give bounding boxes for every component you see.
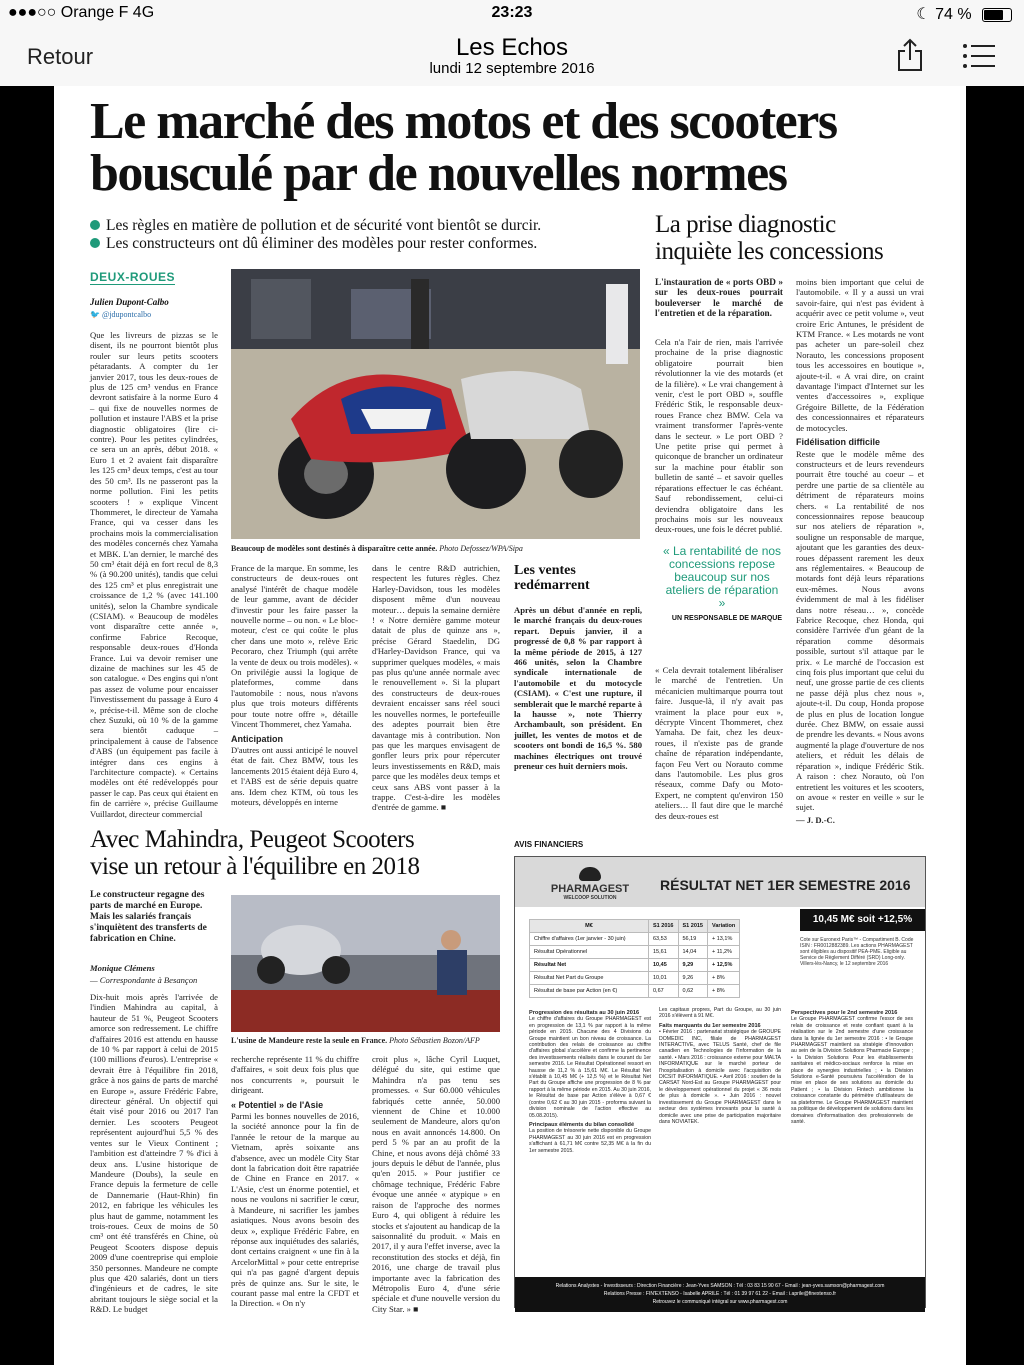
second-lede: [90, 890, 220, 955]
summary-bullet: [90, 235, 630, 253]
byline: Julien Dupont-Calbo: [90, 297, 169, 307]
twitter-handle[interactable]: [90, 310, 151, 319]
side-column-1b: [655, 665, 783, 821]
bullet-dot-icon: [90, 238, 100, 248]
table-cell: 56,19: [678, 933, 708, 946]
table-cell: 10,45: [649, 959, 679, 972]
notice-subtitle: Principaux éléments du bilan consolidé: [529, 1121, 635, 1128]
battery-percent: 74 %: [935, 6, 972, 23]
footer-contact: Relations Presse : FIN'EXTENSO - Isabelle APRILE : Tél : 01 39 97 61 22 - Email : i.aprile@finextenso.fr: [603, 1291, 837, 1297]
photo-caption-2: [231, 1036, 480, 1045]
table-cell: Résultat Net Part du Groupe: [530, 972, 649, 985]
notice-text: • Février 2016 : partenariat stratégique de GROUPE DOMEDIC INC, filiale de PHARMAGEST INTERACTIVE, avec TELUS Santé, chef de file canadien en Technologies de l'Information de la santé. • Mars 2016 : croissance externe pour MALTA INFORMATIQUE sur le marché porteur de l'hospitalisation à domicile avec l'acquisition de DICSIT INFORMATIQUE. • Avril 2016 : soutien de la CARSAT Nord-Est au Groupe PHARMAGEST pour le développement opérationnel du projet « 36 mois de plus à domicile ». • Juin 2016 : nouvel investissement du Groupe PHARMAGEST dans le secteur des systèmes innovants pour la santé à domicile avec une prise de participation majoritaire dans NOVIATEK.: [659, 1029, 781, 1125]
column-text: Cela n'a l'air de rien, mais l'arrivée prochaine de la prise diagnostic obligatoire pourrait bien révolutionner la vie des motards (et de la filière). « Le vrai changement à venir, c'est le port OBD », souffle Frédéric Stik, le responsable deux-roues France chez BMW. Cela va vraiment transformer l'après-vente dans le secteur. » Le port OBD ? Une petite prise qui permet à quiconque de brancher un ordinateur sur la machine pour établir son bulletin de santé – et savoir quelles réparations effectuer le cas échéant. Sauf rebondissement, celui-ci deviendra obligatoire dans les prochains mois sur les nouveaux deux-roues, une fois le décret publié.: [655, 337, 783, 535]
notice-column-2: [659, 1007, 781, 1275]
battery-icon: [982, 8, 1012, 22]
second-headline-line-2: vise un retour à l'équilibre en 2018: [90, 853, 420, 880]
article-column-1: [90, 330, 218, 819]
signature: — J. D.-C.: [796, 814, 835, 825]
notice-subtitle: Perspectives pour le 2nd semestre 2016: [791, 1010, 898, 1016]
notice-text: Les capitaux propres, Part du Groupe, au 30 juin 2016 s'élèvent à 91 M€.: [659, 1007, 781, 1020]
second-headline: [90, 826, 510, 880]
table-cell: + 13,1%: [708, 933, 740, 946]
table-cell: + 11,2%: [708, 946, 740, 959]
table-cell: Résultat Net: [530, 959, 649, 972]
author-role: — Correspondante à Besançon: [90, 975, 198, 986]
boxout-text: [514, 605, 642, 810]
summary-text: Les règles en matière de pollution et de sécurité vont bientôt se durcir.: [106, 217, 542, 234]
table-header-row: [530, 920, 740, 933]
brand-name: PHARMAGEST: [550, 883, 630, 895]
side-headline: [655, 211, 935, 265]
column-header: Variation: [708, 920, 740, 933]
notice-subtitle: Faits marquants du 1er semestre 2016: [659, 1022, 761, 1029]
factory-photo: [231, 895, 500, 1032]
notice-text: La position de trésorerie nette disponible du Groupe PHARMAGEST au 30 juin 2016 est en progression s'affichant à 61,71 M€ contre 52,35 M€ à la fin du 1er semestre 2015.: [529, 1128, 651, 1154]
table-cell: + 12,5%: [708, 959, 740, 972]
status-time: 23:23: [491, 4, 533, 21]
motorcycle-showroom-photo: [231, 269, 640, 539]
results-table: [529, 919, 740, 998]
battery-fill: [984, 10, 1003, 20]
battery-indicator: [916, 4, 1012, 24]
list-icon[interactable]: [962, 42, 996, 70]
twitter-handle-text: @jdupontcalbo: [101, 310, 152, 319]
column-text: Dix-huit mois après l'arrivée de l'indien Mahindra au capital, à hauteur de 51 %, Peugeot Scooters amorce son redressement. Le chiffre d'affaires 2016 est attendu en hausse de 10 % par rapport à celui de 2015 (100 millions d'euros). L'entreprise « devrait être à l'équilibre fin 2018, grâce à nos gains de parts de marché en Europe », assure Frédéric Fabre, directeur général. Un objectif qui était visé pour 2016 ou 2017 l'an dernier. Les scooters Peugeot représentent aujourd'hui 5,5 % des ventes sur le Vieux Continent ; l'ambition est d'atteindre 7 % d'ici à deux ans. L'usine historique de Mandeure (Doubs), la seule en France depuis la fermeture de celle de Dannemarie (Haut-Rhin) fin 2012, en fabrique les véhicules les plus haut de gamme, notamment les trois-roues. Ceux de moins de 50 cm³ ont été transférés en Chine, où Peugeot Scooters dispose depuis 2009 d'une coentreprise qui emploie 350 personnes. Mandeure ne compte plus que 420 salariés, dont un tiers d'ingénieurs et de cadres, le site abritant toujours le siège social et la R&D. Le budget: [90, 992, 218, 1315]
second-headline-line-1: Avec Mahindra, Peugeot Scooters: [90, 826, 415, 853]
table-cell: 0,62: [678, 985, 708, 998]
section-rubric: DEUX-ROUES: [90, 270, 176, 284]
photo-credit: Photo Defossez/WPA/Sipa: [439, 544, 523, 553]
summary-bullet: [90, 217, 630, 235]
status-bar: [0, 0, 1024, 28]
share-icon[interactable]: [896, 38, 924, 72]
second-column-3: [372, 1054, 500, 1314]
column-text: Reste que le modèle même des constructeurs et de leurs revendeurs pourrait être touché au coeur – et perdre une partie de sa clientèle au détriment de réparateurs moins chers. « La rentabilité de nos concessionnaires repose beaucoup sur nos ateliers de réparation », souligne un responsable de marque, ajoutant que les garanties des deux-roues dépassent rarement les deux ans réglementaires. « Beaucoup de motards font déjà leurs réparations eux-mêmes. Nous avons évidemment de mal à les fidéliser dans notre réseau… », concède Fabrice Recoque, chez Honda, qui considère l'arrivée d'un géant de la réparation comme désormais possible, surtout s'il attaque par le prix. « Le marché de l'occasion est cinq fois plus important que celui du neuf, une grosse partie de ces clients ne passe déjà plus chez nous », ajoute-t-il. Du coup, Honda propose de plus en plus de location longue durée. Chez BMW, on essaie aussi de prendre les devants. « Nous avons augmenté la plage d'ouverture de nos ateliers, et réduit les délais de réparation », indique Frédéric Stik. A raison : chez Norauto, où l'on entretient les voitures et les scooters, on avoue « rester en veille » sur le sujet.: [796, 448, 924, 813]
notice-text: Le Groupe PHARMAGEST confirme l'essor de ses relais de croissance et reste confiant quant à la réalisation sur le 2nd semestre d'une croissance dans la lignée du 1er semestre 2016 : • le Groupe PHARMAGEST maintient sa stratégie d'innovation au sein de la Division Solutions Pharmacie Europe ; • la Division Solutions Pour les établissements sanitaires et médico-sociaux renforce la mise en place de synergies industrielles ; • la Division Solutions e-Santé poursuivra l'accélération de la mise en place de ses solutions au domicile du Patient ; • la Division Fintech ambitionne la croissance constante du périmètre d'utilisateurs de sa plateforme. Le Groupe PHARMAGEST maintient sa politique de développement de solutions dans les domaines d'informatisation des professionnels de santé.: [791, 1016, 913, 1125]
second-column-1: [90, 992, 218, 1315]
notice-column-3: [791, 1007, 913, 1275]
column-header: M€: [530, 920, 649, 933]
column-text: croit plus », lâche Cyril Luquet, délégué du site, qui estime que Mahindra n'a pas tenu ses promesses. « Sur 60.000 véhicules fabriqués cette année, 50.000 viennent de Chine et 10.000 seulement de Mandeure, alors qu'on nous en avait annoncés 14.800. On perd 5 % par an au profit de la Chine, et nous avons déjà chômé 33 jours depuis le début de l'année, plus qu'en 2015. » Pour justifier ce chômage technique, Frédéric Fabre évoque une année « atypique » en raison de l'approche des normes Euro 4, qui obligent à réduire les stocks et s'ajoutent au handicap de la saisonnalité du produit. « Mais en 2017, il y aura l'effet inverse, avec la reconstitution des stocks et déjà, fin 2016, une charge de travail plus importante avec la fabrication des Métropolis Euro 4, d'une série spéciale et d'une nouvelle version du City Star. » ■: [372, 1054, 500, 1314]
table-cell: Chiffre d'affaires (1er janvier - 30 juin): [530, 933, 649, 946]
pull-quote-source: UN RESPONSABLE DE MARQUE: [671, 615, 782, 622]
left-margin: [0, 86, 54, 1365]
column-text: Parmi les bonnes nouvelles de 2016, la société annonce pour la fin de l'année le retour de la marque au Vietnam, après soixante ans d'absence, avec un modèle City Star dont la fabrication doit être rapatriée de Chine en France en 2017. « L'Asie, c'est un énorme potentiel, et nous ne voulons ni sacrifier le cœur, à Mandeure, ni sacrifier les jambes asiatiques. Nous avons besoin des deux », explique Frédéric Fabre, en réponse aux inquiétudes des salariés, dont certains craignent « une fin à la ArcelorMittal » pour cette entreprise qui n'a pas gagné d'argent depuis près de quinze ans. Sur le site, le courant passe mal entre la CFDT et la Direction. « On n'y: [231, 1111, 359, 1309]
caption-text: Beaucoup de modèles sont destinés à disparaître cette année.: [231, 544, 438, 553]
factory-illustration: [231, 895, 500, 1032]
table-row: [530, 959, 740, 972]
table-cell: + 8%: [708, 972, 740, 985]
brand-subtitle: WELCOOP SOLUTION: [563, 895, 617, 901]
subheading: Fidélisation difficile: [796, 437, 881, 448]
article-column-2: [231, 563, 358, 813]
column-text: moins bien important que celui de l'automobile. « Il y a aussi un vrai savoir-faire, qui n'est pas évident à acquérir avec ce petit volume », veut croire Eric Antunes, le président de KTM France. « Les motards ne vont pas acheter un pare-soleil chez Norauto, les concessions proposent tous les accessoires en boutique », ajoute-t-il. « A vrai dire, on craint davantage l'impact d'Internet sur les ventes d'accessoires », explique Grégoire Billette, de la Fédération des concessionnaires et réparateurs de motocycles.: [796, 277, 924, 433]
subheading: Anticipation: [231, 733, 283, 744]
moon-icon: ☾: [916, 6, 931, 23]
photo-caption: [231, 544, 523, 553]
pull-quote: « La rentabilité de nos concessions repose beaucoup sur nos ateliers de réparation »: [662, 544, 782, 610]
table-row: [530, 946, 740, 959]
carrier-signal: ●●●○○ Orange F 4G: [8, 4, 155, 21]
table-cell: 15,61: [649, 946, 679, 959]
column-text: recherche représente 11 % du chiffre d'affaires, « soit deux fois plus que nos concurrents », poursuit le dirigeant.: [231, 1054, 359, 1096]
table-cell: 14,04: [678, 946, 708, 959]
column-header: S1 2015: [678, 920, 708, 933]
twitter-icon: 🐦: [90, 310, 100, 319]
publication-title: Les Echos: [455, 34, 569, 61]
article-column-3: [372, 563, 500, 813]
right-margin: [966, 86, 1024, 1365]
bullet-dot-icon: [90, 220, 100, 230]
subheading: « Potentiel » de l'Asie: [231, 1099, 324, 1110]
summary-text: Les constructeurs ont dû éliminer des modèles pour rester conformes.: [106, 235, 538, 252]
table-cell: 0,67: [649, 985, 679, 998]
table-row: [530, 972, 740, 985]
net-result-highlight: 10,45 M€ soit +12,5%: [800, 909, 925, 931]
notice-text: Le chiffre d'affaires du Groupe PHARMAGEST est en progression de 13,1 % par rapport à la même période en 2015. Chacune des 4 Divisions du Groupe maintient un bon niveau de croissance. La contribution des relais de croissance au chiffre d'affaires global s'accélère et confirme la pertinence des investissements réalisés dans le courant du 1er semestre 2016. Le Résultat Opérationnel ressort en hausse de 11,2 % à 15,61 M€. Le Résultat Net s'établit à 10,45 M€ (+ 12,5 %) et le Résultat Net Part du Groupe affiche une progression de 8 % par rapport à la même période en 2015. Au 30 juin 2016, le Résultat de base par Action s'élève à 0,67 € (contre 0,62 € au 30 juin 2015 - proforma suivant la division nominale de l'action effective au 05.08.2015).: [529, 1016, 651, 1119]
column-text: L'instauration de « ports OBD » sur les deux-roues pourrait bouleverser le marché de l'entretien et de la réparation.: [655, 277, 783, 319]
listing-note: Cote sur Euronext Paris™ - Compartiment B. Code ISIN : FR0012882389. Les actions PHARMAGEST sont éligibles au dispositif PEA-PME. Eligible au Service de Règlement Différé (SRD) Long-only. Villers-lès-Nancy, le 12 septembre 2016: [800, 937, 914, 967]
table-row: [530, 933, 740, 946]
footer-contact: Relations Analystes - Investisseurs : Direction Financière : Jean-Yves SAMSON : Tél : 03 83 15 90 67 - Email : jean-yves.samson@pharmagest.com: [555, 1283, 885, 1289]
notice-column-1: [529, 1007, 651, 1275]
financial-notices-label: AVIS FINANCIERS: [514, 840, 584, 849]
column-header: S1 2016: [649, 920, 679, 933]
table-cell: 63,53: [649, 933, 679, 946]
notice-subtitle: Progression des résultats au 30 juin 2016: [529, 1010, 640, 1016]
side-headline-line-2: inquiète les concessions: [655, 238, 884, 265]
table-cell: 9,26: [678, 972, 708, 985]
column-text: Le constructeur regagne des parts de marché en Europe. Mais les salariés français s'inquiètent des transferts de fabrication en Chine.: [90, 890, 207, 944]
edition-date: lundi 12 septembre 2016: [429, 60, 595, 77]
author-name: Monique Clémens: [90, 963, 155, 973]
notice-title: RÉSULTAT NET 1ER SEMESTRE 2016: [660, 877, 911, 893]
pharmagest-logo: [535, 867, 645, 901]
footer-link: Retrouvez le communiqué intégral sur www.pharmagest.com: [652, 1299, 788, 1305]
photo-credit: Photo Sébastien Bozon/AFP: [389, 1036, 480, 1045]
navigation-bar: [0, 28, 1024, 87]
article-summary: [90, 217, 630, 253]
notice-footer: [515, 1277, 925, 1312]
boxout-headline: Les ventes redémarrent: [514, 563, 590, 593]
side-headline-line-1: La prise diagnostic: [655, 211, 836, 238]
column-text: D'autres ont aussi anticipé le nouvel état de fait. Chez BMW, tous les lancements 2015 étaient déjà Euro 4, et l'ABS est de série depuis quatre ans. Idem chez KTM, où tous les moteurs, développés en interne: [231, 744, 358, 807]
column-text: Après un début d'année en repli, le marché français du deux-roues repart. Depuis janvier, il a progressé de 0,8 % par rapport à la même période de 2015, à 127 466 unités, selon la Chambre syndicale internationale de l'automobile et du motocycle (CSIAM). « C'est une rupture, il semblerait que le marché reparte à la hausse », note Thierry Archambault, son président. En juillet, les ventes de motos et de scooters ont bondi de 16,5 %. 580 machines électriques ont trouvé preneur ces huit derniers mois.: [514, 605, 642, 772]
table-cell: + 8%: [708, 985, 740, 998]
second-byline: [90, 963, 220, 988]
column-text: « Cela devrait totalement libéraliser le marché de l'entretien. Un mécanicien multimarque pourra tout faire. Jusque-là, il n'y avait pas vraiment la place pour eux », décrypte Vincent Thommeret, chez Yamaha. De fait, chez les deux-roues, il n'existe pas de grande chaîne de réparation indépendante, façon Feu Vert ou Norauto comme dans l'automobile. Les plus gros réseaux, comme Dafy ou Moto-Expert, ne comptent qu'environ 150 ateliers… Il faut dire que le marché des deux-roues est: [655, 665, 783, 821]
table-cell: Résultat Opérationnel: [530, 946, 649, 959]
side-lede: [655, 277, 783, 337]
column-text: Que les livreurs de pizzas se le disent, ils ne pourront bientôt plus rouler sur leurs petits scooters pétaradants. A compter du 1er janvier 2017, tous les deux-roues de plus de 125 cm³ vendus en France devront satisfaire à la norme Euro 4 – qui fixe de nouvelles normes de pollution et instaure l'ABS et la prise diagnostic obligatoires (lire ci-contre). Pour les petites cylindrées, ce sera un an après, début 2018. « Euro 1 et 2 avaient fait disparaître les 125 cm³ deux temps, c'est au tour des 50 cm³. Ils ne passeront pas la norme pollution. Fini les petits scooters ! » explique Vincent Thommeret, le directeur de Yamaha France, qui va cesser dans les prochains mois la commercialisation des modèles concernés chez Yamaha et MBK. L'an dernier, le marché des 50 cm³ était déjà en fort recul de 8,3 % (à 90.200 unités), tandis que celui des 125 cm³ et plus enregistrait une croissance de 1,2 % (avec 141.100 unités), selon la Chambre syndicale (CSIAM). « Beaucoup de modèles vont disparaître cette année », confirme Fabrice Recoque, responsable deux-roues d'Honda France. Lui va devoir remiser une dizaine de machines sur les 45 de son catalogue. « Des engins qui n'ont pas assez de volume pour encaisser l'investissement du passage à Euro 4 », précise-t-il. Même son de cloche chez Suzuki, où 10 % de la gamme sera bientôt caduque – principalement à cause de l'absence d'ABS (un équipement pas facile à intégrer dans ces engins à l'architecture compacte). « Certains modèles ont été redéveloppés pour passer le cap. Pas ceux qui étaient en fin de carrière », précise Guillaume Vuillardot, directeur commercial: [90, 330, 218, 819]
table-cell: 9,29: [678, 959, 708, 972]
second-column-2: [231, 1054, 359, 1309]
table-cell: 10,01: [649, 972, 679, 985]
headline-line-1: Le marché des motos et des scooters: [90, 93, 837, 150]
logo-mark-icon: [579, 867, 601, 881]
side-column-2: [796, 277, 924, 825]
headline-line-2: bousculé par de nouvelles normes: [90, 145, 787, 202]
caption-text: L'usine de Mandeure reste la seule en France.: [231, 1036, 388, 1045]
motorcycle-illustration: [231, 269, 640, 539]
table-row: [530, 985, 740, 998]
main-headline: [90, 93, 890, 202]
column-text: dans le centre R&D autrichien, respectent les futures règles. Chez Harley-Davidson, tous les modèles disposent même d'un nouveau moteur… depuis la semaine dernière ! « Notre dernière gamme moteur datait de plus de quinze ans », précise Gérard Staedelin, DG d'Harley-Davidson France, qui va supprimer quelques modèles, « mais pas plus qu'une année normale avec le renouvellement ». Si la plupart des constructeurs de deux-roues devraient encaisser sans réel souci les nouvelles normes, le portefeuille des adeptes pourrait bien être davantage mis à contribution. Non pas que les marques envisagent de gonfler leurs prix pour répercuter leurs investissements en R&D, mais parce que les modèles deux temps et ceux sans ABS vont passer à la trappe. C'est-à-dire les modèles d'entrée de gamme. ■: [372, 563, 500, 813]
back-button[interactable]: Retour: [27, 44, 94, 69]
column-text: France de la marque. En somme, les constructeurs de deux-roues ont analysé l'intérêt de chaque modèle de leur gamme, avant de décider d'investir pour les faire passer la nouvelle norme – ou non. « Le bloc-moteur, c'est ce qui coûte le plus cher dans une moto », relève Eric Pecoraro, chez Triumph (qui arrête la vente de deux ou trois modèles). « On privilégie aussi la logique de plateformes, comme dans l'automobile : nous, nous n'avons plus que trois moteurs différents pour toute notre offre », détaille Vincent Thommeret, chez Yamaha.: [231, 563, 358, 730]
table-cell: Résultat de base par Action (en €): [530, 985, 649, 998]
pharmagest-financial-notice: [514, 856, 926, 1308]
side-column-1: [655, 337, 783, 537]
